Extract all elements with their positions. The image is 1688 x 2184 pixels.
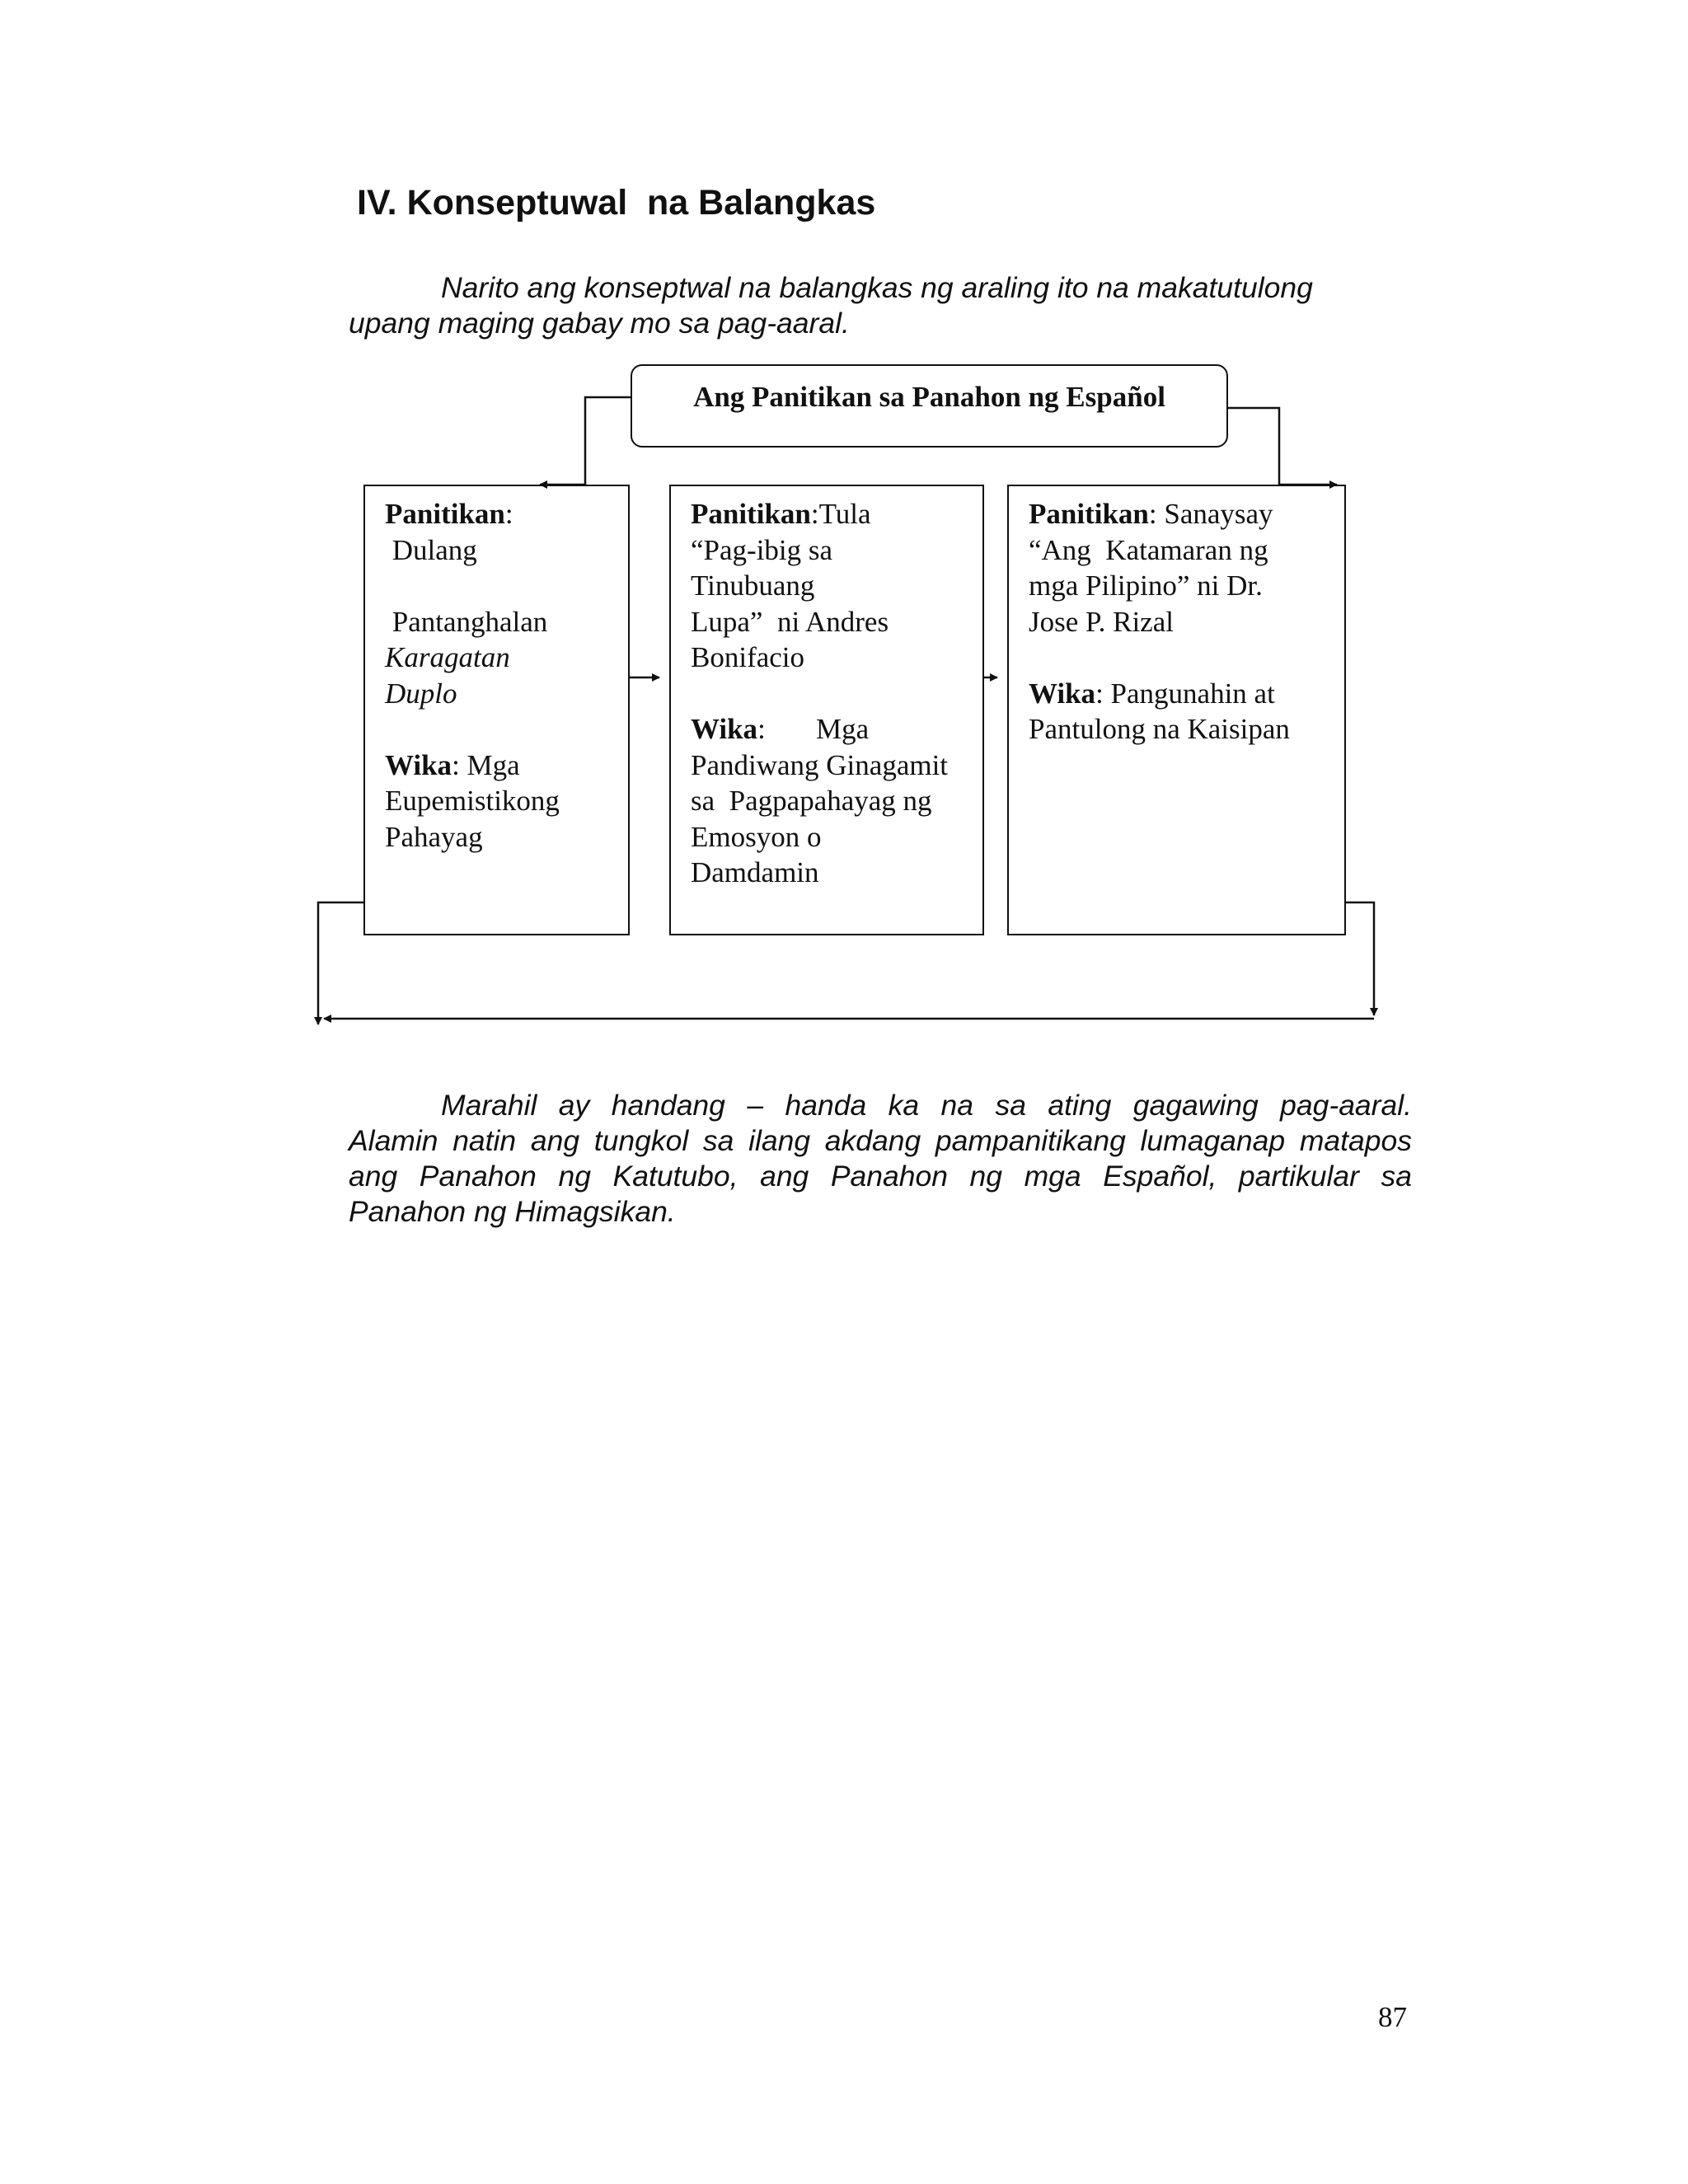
wika-label: Wika	[385, 748, 452, 781]
box-text: : Pangunahin at	[1095, 677, 1275, 710]
intro-line: upang maging gabay mo sa pag-aaral.	[349, 307, 850, 340]
wika-label: Wika	[1029, 677, 1096, 710]
box-text: Jose P. Rizal	[1029, 605, 1174, 638]
outro-line: ang Panahon ng Katutubo, ang Panahon ng mga Español, partikular sa	[349, 1160, 1412, 1193]
connector-right-down	[1346, 902, 1374, 1015]
box-text: : Sanaysay	[1148, 498, 1273, 530]
panitikan-label: Panitikan	[691, 498, 811, 530]
box-text: Bonifacio	[691, 641, 805, 673]
page-number: 87	[1378, 2001, 1407, 2033]
intro-line: Narito ang konseptwal na balangkas ng araling ito na makatutulong	[441, 271, 1313, 304]
box-text: Damdamin	[691, 856, 819, 888]
diagram-box-1	[363, 485, 630, 935]
diagram-title-box: Ang Panitikan sa Panahon ng Español	[631, 364, 1228, 448]
box-text: Eupemistikong	[385, 785, 560, 817]
connector-title-to-left	[540, 397, 631, 485]
section-heading: IV. Konseptuwal na Balangkas	[357, 183, 876, 223]
connector-title-to-right	[1228, 408, 1337, 485]
box-text: Pantulong na Kaisipan	[1029, 713, 1290, 745]
diagram-box-2	[669, 485, 984, 935]
wika-label: Wika	[691, 713, 758, 745]
box-text: :Tula	[810, 498, 871, 530]
box-text: “Ang Katamaran ng	[1029, 533, 1268, 566]
outro-paragraph	[349, 1088, 1412, 1230]
outro-line: Panahon ng Himagsikan.	[349, 1195, 676, 1228]
box-text: Karagatan	[385, 641, 510, 673]
box-text: “Pag-ibig sa	[691, 533, 833, 566]
outro-line: Alamin natin ang tungkol sa ilang akdang pampanitikang lumaganap matapos	[349, 1124, 1412, 1157]
box-text: Emosyon o	[691, 820, 822, 853]
diagram-box-3	[1007, 485, 1346, 935]
box-text: Tinubuang	[691, 569, 815, 602]
box-text: Pandiwang Ginagamit	[691, 748, 949, 781]
box-text: Lupa” ni Andres	[691, 605, 889, 638]
box-text	[385, 568, 608, 604]
box-text: Pantanghalan	[385, 605, 548, 638]
box-text: : Mga	[757, 713, 870, 745]
box-text: sa Pagpapahayag ng	[691, 785, 932, 817]
box-text: Duplo	[385, 677, 457, 710]
panitikan-label: Panitikan	[1029, 498, 1149, 530]
box-text: : Mga	[452, 748, 520, 781]
box-text: Pahayag	[385, 820, 483, 853]
box-text: mga Pilipino” ni Dr.	[1029, 569, 1263, 602]
connector-left-down	[318, 902, 363, 1024]
outro-line: Marahil ay handang – handa ka na sa ating gagawing pag-aaral.	[441, 1089, 1412, 1122]
panitikan-label: Panitikan	[385, 498, 505, 530]
box-text: :	[504, 498, 513, 530]
box-text: Dulang	[385, 533, 477, 566]
